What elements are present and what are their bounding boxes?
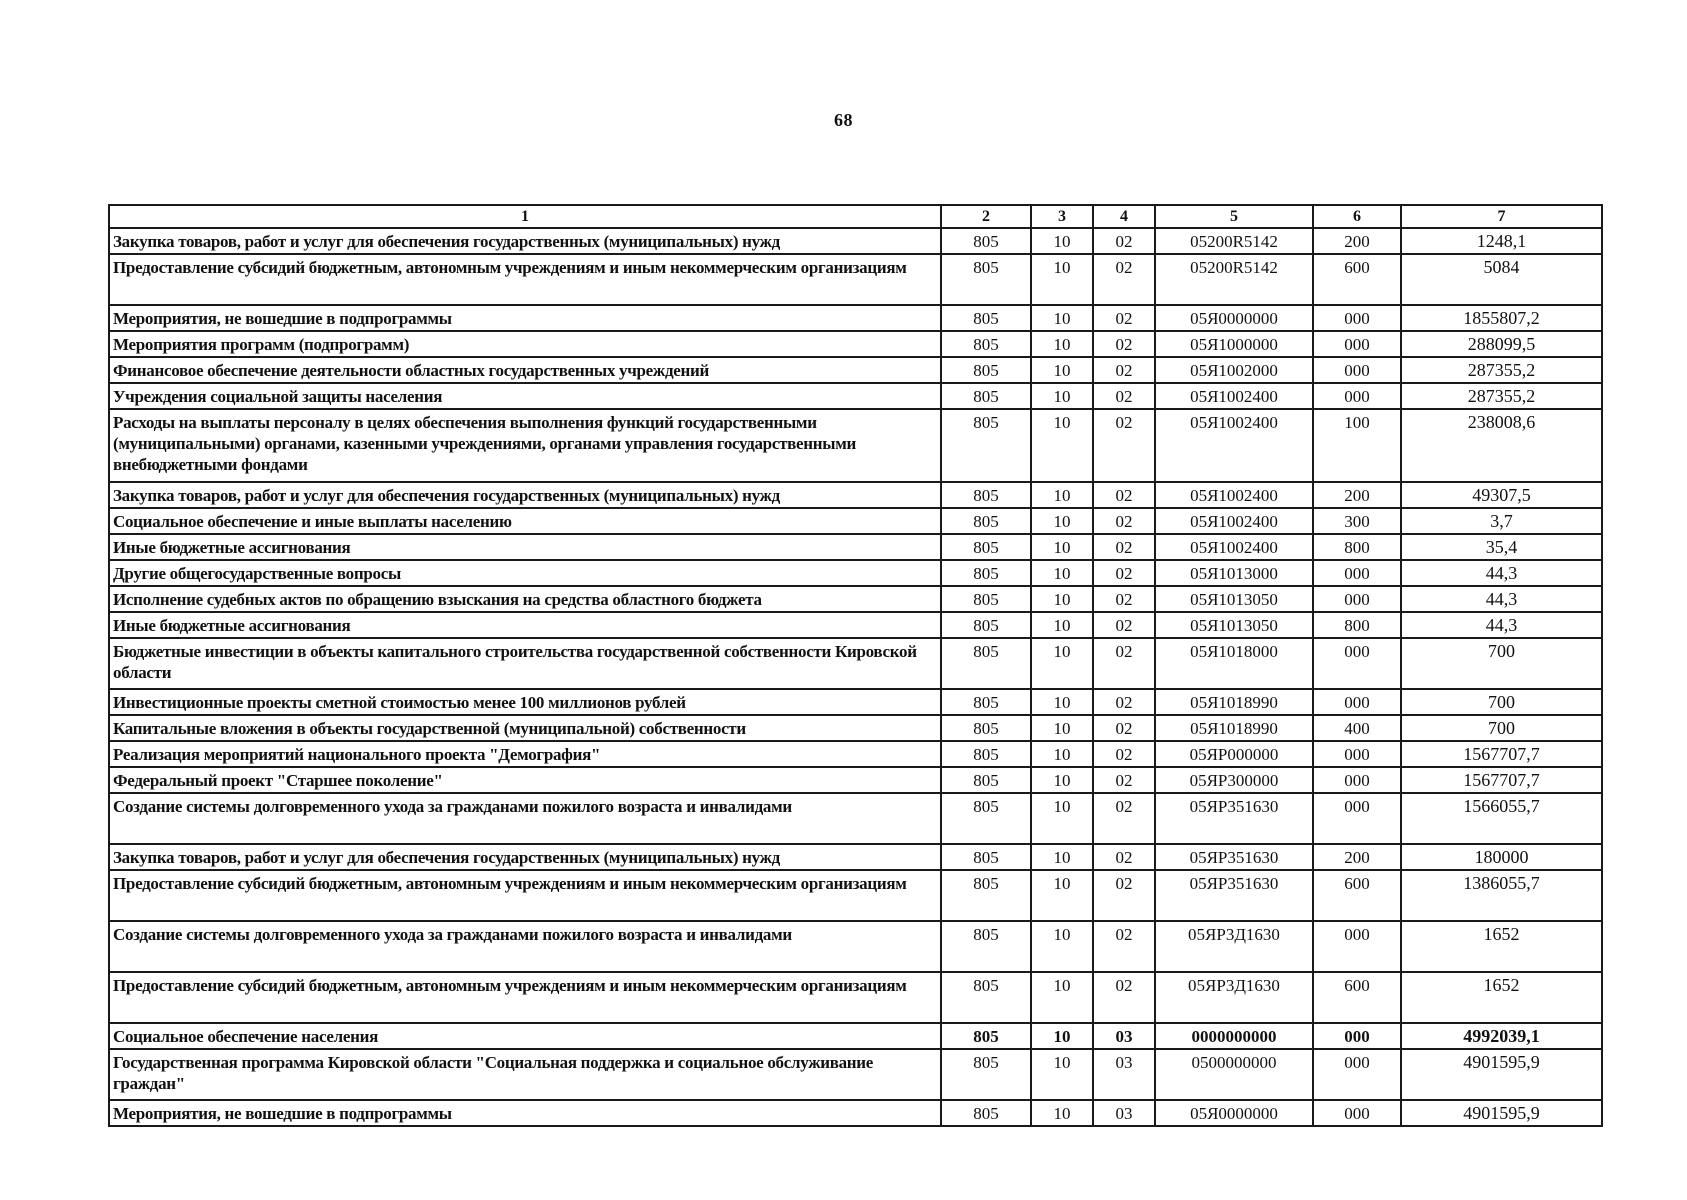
cell-amount: 238008,6 xyxy=(1401,409,1602,482)
table-row xyxy=(109,689,1602,715)
cell-target-article: 05Я1018000 xyxy=(1155,638,1313,689)
row-name-cell: Мероприятия, не вошедшие в подпрограммы xyxy=(109,1100,941,1126)
cell-expense-type: 200 xyxy=(1313,482,1401,508)
cell-expense-type: 600 xyxy=(1313,870,1401,921)
table-body xyxy=(109,228,1602,1126)
table-row xyxy=(109,972,1602,1023)
cell-ministry-code: 805 xyxy=(941,409,1031,482)
cell-target-article: 05Я0000000 xyxy=(1155,1100,1313,1126)
cell-target-article: 05Я1002400 xyxy=(1155,409,1313,482)
table-row xyxy=(109,534,1602,560)
table-row xyxy=(109,1023,1602,1049)
cell-section-code: 10 xyxy=(1031,972,1093,1023)
cell-ministry-code: 805 xyxy=(941,383,1031,409)
cell-section-code: 10 xyxy=(1031,1049,1093,1100)
cell-expense-type: 200 xyxy=(1313,228,1401,254)
table-row xyxy=(109,357,1602,383)
column-header-6: 6 xyxy=(1313,205,1401,228)
cell-subsection-code: 02 xyxy=(1093,741,1155,767)
cell-ministry-code: 805 xyxy=(941,254,1031,305)
row-name-cell: Бюджетные инвестиции в объекты капитального строительства государственной собственности Кировской области xyxy=(109,638,941,689)
cell-amount: 287355,2 xyxy=(1401,357,1602,383)
cell-target-article: 05Я1018990 xyxy=(1155,715,1313,741)
cell-expense-type: 300 xyxy=(1313,508,1401,534)
cell-target-article: 05Я1002400 xyxy=(1155,534,1313,560)
cell-expense-type: 600 xyxy=(1313,254,1401,305)
cell-ministry-code: 805 xyxy=(941,844,1031,870)
cell-ministry-code: 805 xyxy=(941,612,1031,638)
row-name-cell: Инвестиционные проекты сметной стоимостью менее 100 миллионов рублей xyxy=(109,689,941,715)
cell-amount: 700 xyxy=(1401,638,1602,689)
cell-expense-type: 000 xyxy=(1313,921,1401,972)
cell-expense-type: 000 xyxy=(1313,305,1401,331)
row-name-cell: Закупка товаров, работ и услуг для обеспечения государственных (муниципальных) нужд xyxy=(109,228,941,254)
cell-expense-type: 000 xyxy=(1313,638,1401,689)
cell-amount: 49307,5 xyxy=(1401,482,1602,508)
cell-section-code: 10 xyxy=(1031,638,1093,689)
table-row xyxy=(109,383,1602,409)
cell-ministry-code: 805 xyxy=(941,1049,1031,1100)
table-row xyxy=(109,228,1602,254)
cell-ministry-code: 805 xyxy=(941,793,1031,844)
cell-expense-type: 000 xyxy=(1313,741,1401,767)
row-name-cell: Создание системы долговременного ухода за гражданами пожилого возраста и инвалидами xyxy=(109,921,941,972)
cell-amount: 5084 xyxy=(1401,254,1602,305)
cell-ministry-code: 805 xyxy=(941,331,1031,357)
cell-target-article: 05ЯР000000 xyxy=(1155,741,1313,767)
cell-expense-type: 000 xyxy=(1313,1023,1401,1049)
cell-amount: 287355,2 xyxy=(1401,383,1602,409)
cell-ministry-code: 805 xyxy=(941,357,1031,383)
cell-section-code: 10 xyxy=(1031,921,1093,972)
cell-section-code: 10 xyxy=(1031,793,1093,844)
cell-expense-type: 000 xyxy=(1313,793,1401,844)
cell-target-article: 05ЯР3Д1630 xyxy=(1155,921,1313,972)
cell-section-code: 10 xyxy=(1031,844,1093,870)
table-row xyxy=(109,508,1602,534)
row-name-cell: Предоставление субсидий бюджетным, автономным учреждениям и иным некоммерческим организациям xyxy=(109,870,941,921)
table-row xyxy=(109,1049,1602,1100)
cell-expense-type: 600 xyxy=(1313,972,1401,1023)
cell-section-code: 10 xyxy=(1031,482,1093,508)
cell-subsection-code: 02 xyxy=(1093,508,1155,534)
row-name-cell: Расходы на выплаты персоналу в целях обеспечения выполнения функций государственными (муниципальными) органами, казенными учреждениями, органами управления государственными внебюджетными фондами xyxy=(109,409,941,482)
cell-amount: 1855807,2 xyxy=(1401,305,1602,331)
table-header xyxy=(109,205,1602,228)
cell-subsection-code: 02 xyxy=(1093,715,1155,741)
cell-section-code: 10 xyxy=(1031,331,1093,357)
cell-subsection-code: 02 xyxy=(1093,870,1155,921)
column-header-1: 1 xyxy=(109,205,941,228)
cell-target-article: 0500000000 xyxy=(1155,1049,1313,1100)
cell-section-code: 10 xyxy=(1031,586,1093,612)
table-row xyxy=(109,767,1602,793)
cell-section-code: 10 xyxy=(1031,534,1093,560)
cell-expense-type: 800 xyxy=(1313,534,1401,560)
column-header-2: 2 xyxy=(941,205,1031,228)
cell-target-article: 05Я1018990 xyxy=(1155,689,1313,715)
cell-section-code: 10 xyxy=(1031,357,1093,383)
cell-subsection-code: 02 xyxy=(1093,254,1155,305)
cell-amount: 4901595,9 xyxy=(1401,1049,1602,1100)
cell-expense-type: 000 xyxy=(1313,331,1401,357)
cell-amount: 44,3 xyxy=(1401,586,1602,612)
cell-subsection-code: 02 xyxy=(1093,560,1155,586)
table-row xyxy=(109,409,1602,482)
table-row xyxy=(109,793,1602,844)
header-row xyxy=(109,205,1602,228)
cell-target-article: 05Я1002400 xyxy=(1155,383,1313,409)
row-name-cell: Исполнение судебных актов по обращению взыскания на средства областного бюджета xyxy=(109,586,941,612)
cell-ministry-code: 805 xyxy=(941,741,1031,767)
cell-amount: 1567707,7 xyxy=(1401,741,1602,767)
cell-section-code: 10 xyxy=(1031,870,1093,921)
cell-expense-type: 800 xyxy=(1313,612,1401,638)
row-name-cell: Федеральный проект "Старшее поколение" xyxy=(109,767,941,793)
table-row xyxy=(109,715,1602,741)
cell-amount: 700 xyxy=(1401,689,1602,715)
cell-target-article: 05Я1002400 xyxy=(1155,508,1313,534)
cell-target-article: 05ЯР351630 xyxy=(1155,844,1313,870)
column-header-5: 5 xyxy=(1155,205,1313,228)
cell-amount: 180000 xyxy=(1401,844,1602,870)
row-name-cell: Государственная программа Кировской области "Социальная поддержка и социальное обслуживание граждан" xyxy=(109,1049,941,1100)
cell-ministry-code: 805 xyxy=(941,586,1031,612)
cell-subsection-code: 02 xyxy=(1093,586,1155,612)
cell-ministry-code: 805 xyxy=(941,228,1031,254)
cell-expense-type: 200 xyxy=(1313,844,1401,870)
table-row xyxy=(109,870,1602,921)
row-name-cell: Мероприятия, не вошедшие в подпрограммы xyxy=(109,305,941,331)
column-header-7: 7 xyxy=(1401,205,1602,228)
cell-ministry-code: 805 xyxy=(941,508,1031,534)
cell-amount: 1652 xyxy=(1401,972,1602,1023)
cell-subsection-code: 02 xyxy=(1093,331,1155,357)
row-name-cell: Закупка товаров, работ и услуг для обеспечения государственных (муниципальных) нужд xyxy=(109,482,941,508)
cell-section-code: 10 xyxy=(1031,254,1093,305)
cell-subsection-code: 02 xyxy=(1093,612,1155,638)
table-row xyxy=(109,921,1602,972)
cell-expense-type: 000 xyxy=(1313,357,1401,383)
cell-section-code: 10 xyxy=(1031,383,1093,409)
cell-target-article: 05ЯР3Д1630 xyxy=(1155,972,1313,1023)
row-name-cell: Другие общегосударственные вопросы xyxy=(109,560,941,586)
cell-amount: 1652 xyxy=(1401,921,1602,972)
cell-expense-type: 000 xyxy=(1313,689,1401,715)
cell-ministry-code: 805 xyxy=(941,305,1031,331)
cell-target-article: 05200R5142 xyxy=(1155,228,1313,254)
cell-target-article: 05Я1000000 xyxy=(1155,331,1313,357)
cell-amount: 4992039,1 xyxy=(1401,1023,1602,1049)
cell-expense-type: 000 xyxy=(1313,560,1401,586)
cell-target-article: 05Я1013050 xyxy=(1155,586,1313,612)
cell-ministry-code: 805 xyxy=(941,715,1031,741)
cell-ministry-code: 805 xyxy=(941,767,1031,793)
cell-expense-type: 000 xyxy=(1313,1100,1401,1126)
cell-subsection-code: 03 xyxy=(1093,1023,1155,1049)
cell-target-article: 05Я1013050 xyxy=(1155,612,1313,638)
cell-subsection-code: 02 xyxy=(1093,638,1155,689)
cell-section-code: 10 xyxy=(1031,741,1093,767)
cell-section-code: 10 xyxy=(1031,715,1093,741)
row-name-cell: Социальное обеспечение и иные выплаты населению xyxy=(109,508,941,534)
cell-amount: 1566055,7 xyxy=(1401,793,1602,844)
cell-subsection-code: 02 xyxy=(1093,228,1155,254)
cell-amount: 288099,5 xyxy=(1401,331,1602,357)
cell-ministry-code: 805 xyxy=(941,534,1031,560)
row-name-cell: Социальное обеспечение населения xyxy=(109,1023,941,1049)
row-name-cell: Закупка товаров, работ и услуг для обеспечения государственных (муниципальных) нужд xyxy=(109,844,941,870)
row-name-cell: Создание системы долговременного ухода за гражданами пожилого возраста и инвалидами xyxy=(109,793,941,844)
table-row xyxy=(109,305,1602,331)
cell-section-code: 10 xyxy=(1031,1023,1093,1049)
row-name-cell: Иные бюджетные ассигнования xyxy=(109,612,941,638)
cell-subsection-code: 02 xyxy=(1093,921,1155,972)
cell-ministry-code: 805 xyxy=(941,972,1031,1023)
cell-target-article: 05200R5142 xyxy=(1155,254,1313,305)
row-name-cell: Иные бюджетные ассигнования xyxy=(109,534,941,560)
cell-amount: 1567707,7 xyxy=(1401,767,1602,793)
cell-expense-type: 000 xyxy=(1313,1049,1401,1100)
cell-subsection-code: 02 xyxy=(1093,357,1155,383)
cell-subsection-code: 03 xyxy=(1093,1100,1155,1126)
cell-target-article: 0000000000 xyxy=(1155,1023,1313,1049)
cell-expense-type: 100 xyxy=(1313,409,1401,482)
table-row xyxy=(109,586,1602,612)
cell-ministry-code: 805 xyxy=(941,1100,1031,1126)
table-row xyxy=(109,741,1602,767)
cell-ministry-code: 805 xyxy=(941,1023,1031,1049)
cell-target-article: 05Я1013000 xyxy=(1155,560,1313,586)
cell-section-code: 10 xyxy=(1031,508,1093,534)
cell-section-code: 10 xyxy=(1031,767,1093,793)
cell-target-article: 05ЯР351630 xyxy=(1155,870,1313,921)
cell-amount: 44,3 xyxy=(1401,560,1602,586)
cell-section-code: 10 xyxy=(1031,305,1093,331)
cell-amount: 44,3 xyxy=(1401,612,1602,638)
cell-ministry-code: 805 xyxy=(941,482,1031,508)
cell-section-code: 10 xyxy=(1031,612,1093,638)
cell-subsection-code: 02 xyxy=(1093,972,1155,1023)
cell-amount: 1386055,7 xyxy=(1401,870,1602,921)
column-header-4: 4 xyxy=(1093,205,1155,228)
table-row xyxy=(109,844,1602,870)
cell-amount: 1248,1 xyxy=(1401,228,1602,254)
cell-ministry-code: 805 xyxy=(941,921,1031,972)
row-name-cell: Мероприятия программ (подпрограмм) xyxy=(109,331,941,357)
table-row xyxy=(109,638,1602,689)
cell-ministry-code: 805 xyxy=(941,689,1031,715)
cell-expense-type: 000 xyxy=(1313,586,1401,612)
cell-subsection-code: 02 xyxy=(1093,793,1155,844)
cell-ministry-code: 805 xyxy=(941,870,1031,921)
row-name-cell: Учреждения социальной защиты населения xyxy=(109,383,941,409)
cell-subsection-code: 02 xyxy=(1093,689,1155,715)
cell-subsection-code: 03 xyxy=(1093,1049,1155,1100)
cell-ministry-code: 805 xyxy=(941,638,1031,689)
table-row xyxy=(109,560,1602,586)
cell-amount: 700 xyxy=(1401,715,1602,741)
cell-section-code: 10 xyxy=(1031,228,1093,254)
page-number: 68 xyxy=(834,110,853,130)
cell-amount: 3,7 xyxy=(1401,508,1602,534)
cell-section-code: 10 xyxy=(1031,689,1093,715)
cell-subsection-code: 02 xyxy=(1093,844,1155,870)
table-row xyxy=(109,1100,1602,1126)
table-row xyxy=(109,612,1602,638)
table-row xyxy=(109,331,1602,357)
table-row xyxy=(109,254,1602,305)
row-name-cell: Предоставление субсидий бюджетным, автономным учреждениям и иным некоммерческим организациям xyxy=(109,972,941,1023)
column-header-3: 3 xyxy=(1031,205,1093,228)
cell-subsection-code: 02 xyxy=(1093,534,1155,560)
cell-expense-type: 400 xyxy=(1313,715,1401,741)
table-row xyxy=(109,482,1602,508)
cell-target-article: 05Я1002000 xyxy=(1155,357,1313,383)
cell-expense-type: 000 xyxy=(1313,383,1401,409)
cell-target-article: 05Я1002400 xyxy=(1155,482,1313,508)
budget-table xyxy=(108,204,1603,1127)
cell-section-code: 10 xyxy=(1031,1100,1093,1126)
cell-expense-type: 000 xyxy=(1313,767,1401,793)
cell-subsection-code: 02 xyxy=(1093,305,1155,331)
cell-subsection-code: 02 xyxy=(1093,767,1155,793)
cell-amount: 35,4 xyxy=(1401,534,1602,560)
row-name-cell: Капитальные вложения в объекты государственной (муниципальной) собственности xyxy=(109,715,941,741)
cell-subsection-code: 02 xyxy=(1093,409,1155,482)
cell-subsection-code: 02 xyxy=(1093,482,1155,508)
row-name-cell: Предоставление субсидий бюджетным, автономным учреждениям и иным некоммерческим организациям xyxy=(109,254,941,305)
cell-target-article: 05ЯР300000 xyxy=(1155,767,1313,793)
row-name-cell: Финансовое обеспечение деятельности областных государственных учреждений xyxy=(109,357,941,383)
cell-subsection-code: 02 xyxy=(1093,383,1155,409)
cell-target-article: 05Я0000000 xyxy=(1155,305,1313,331)
cell-amount: 4901595,9 xyxy=(1401,1100,1602,1126)
row-name-cell: Реализация мероприятий национального проекта "Демография" xyxy=(109,741,941,767)
cell-section-code: 10 xyxy=(1031,409,1093,482)
cell-target-article: 05ЯР351630 xyxy=(1155,793,1313,844)
cell-section-code: 10 xyxy=(1031,560,1093,586)
cell-ministry-code: 805 xyxy=(941,560,1031,586)
